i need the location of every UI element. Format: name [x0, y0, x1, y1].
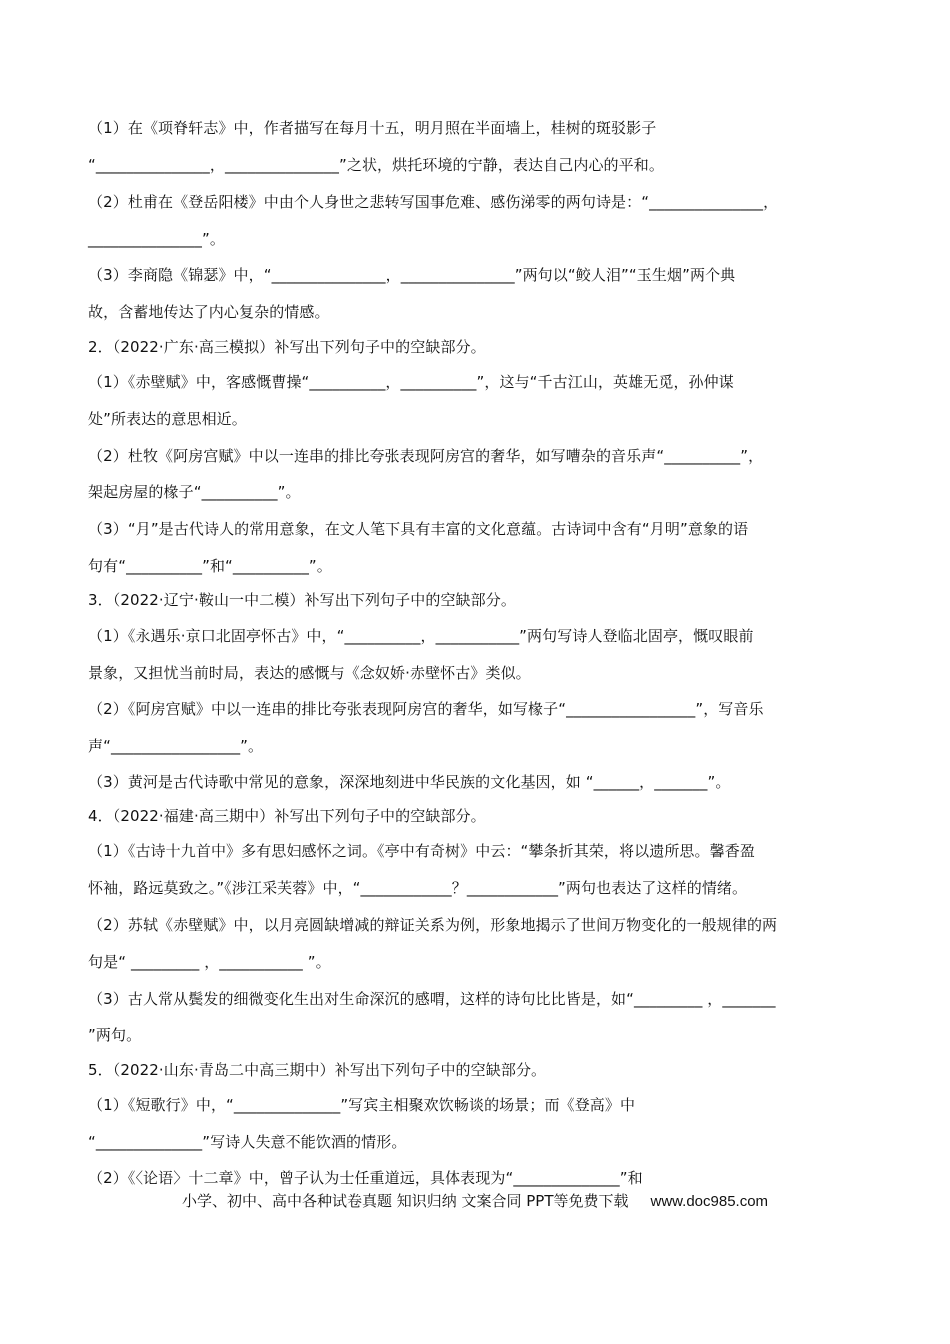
text-line: （1）《短歌行》中，“______________”写宾主相聚欢饮畅谈的场景；而《登高》中 — [88, 1096, 636, 1114]
text-line: （1）在《项脊轩志》中，作者描写在每月十五，明月照在半面墙上，桂树的斑驳影子 — [88, 119, 657, 137]
question-heading: 2．（2022·广东·高三模拟）补写出下列句子中的空缺部分。 — [88, 338, 486, 356]
text-line: 景象，又担忧当前时局，表达的感慨与《念奴娇·赤壁怀古》类似。 — [88, 664, 531, 682]
page-footer — [0, 1190, 950, 1213]
text-line: （2）《阿房宫赋》中以一连串的排比夸张表现阿房宫的奢华，如写椽子“_________________”，写音乐 — [88, 700, 764, 718]
text-line: （1）《永遇乐·京口北固亭怀古》中，“__________，___________”两句写诗人登临北固亭，慨叹眼前 — [88, 627, 754, 645]
text-line: 架起房屋的椽子“__________”。 — [88, 483, 301, 501]
text-line: 处”所表达的意思相近。 — [88, 410, 247, 428]
question-heading: 3．（2022·辽宁·鞍山一中二模）补写出下列句子中的空缺部分。 — [88, 591, 516, 609]
text-line: “_______________，_______________”之状，烘托环境的宁静，表达自己内心的平和。 — [88, 156, 664, 174]
text-line: 怀袖，路远莫致之。”《涉江采芙蓉》中，“____________？____________”两句也表达了这样的情绪。 — [88, 879, 748, 897]
text-line: 句是“ _________ ，___________ ”。 — [88, 953, 331, 971]
text-line: “______________”写诗人失意不能饮酒的情形。 — [88, 1133, 407, 1151]
text-line: （3）李商隐《锦瑟》中，“_______________，_______________”两句以“鲛人泪”“玉生烟”两个典 — [88, 266, 736, 284]
text-line: （2）《〈论语〉十二章》中，曾子认为士任重道远，具体表现为“______________”和 — [88, 1169, 643, 1187]
text-line: 声“_________________”。 — [88, 737, 264, 755]
question-heading: 4．（2022·福建·高三期中）补写出下列句子中的空缺部分。 — [88, 807, 486, 825]
text-line: （2）苏轼《赤壁赋》中，以月亮圆缺增减的辩证关系为例，形象地揭示了世间万物变化的一般规律的两 — [88, 916, 778, 934]
text-line: （2）杜甫在《登岳阳楼》中由个人身世之悲转写国事危难、感伤涕零的两句诗是：“_______________， — [88, 193, 779, 211]
footer-text: 小学、初中、高中各种试卷真题 知识归纳 文案合同 PPT等免费下载 — [181, 1192, 629, 1210]
text-line: （1）《古诗十九首中》多有思妇感怀之词。《亭中有奇树》中云：“攀条折其荣，将以遗所思。馨香盈 — [88, 842, 755, 860]
text-line: （3）黄河是古代诗歌中常见的意象，深深地刻进中华民族的文化基因，如 “______，_______”。 — [88, 773, 731, 791]
text-line: 故，含蓄地传达了内心复杂的情感。 — [88, 303, 330, 321]
text-line: 句有“__________”和“__________”。 — [88, 557, 332, 575]
question-heading: 5．（2022·山东·青岛二中高三期中）补写出下列句子中的空缺部分。 — [88, 1061, 547, 1079]
text-line: （3）古人常从鬓发的细微变化生出对生命深沉的感喟，这样的诗句比比皆是，如“_________ ，_______ — [88, 990, 776, 1008]
text-line: （1）《赤壁赋》中，客感慨曹操“__________，__________”，这与“千古江山，英雄无觅，孙仲谋 — [88, 373, 734, 391]
text-line: ”两句。 — [88, 1026, 142, 1044]
footer-site-link[interactable]: www.doc985.com — [650, 1193, 769, 1210]
text-line: （3）“月”是古代诗人的常用意象，在文人笔下具有丰富的文化意蕴。古诗词中含有“月明”意象的语 — [88, 520, 749, 538]
text-line: _______________”。 — [88, 230, 225, 248]
text-line: （2）杜牧《阿房宫赋》中以一连串的排比夸张表现阿房宫的奢华，如写嘈杂的音乐声“__________”， — [88, 447, 764, 465]
